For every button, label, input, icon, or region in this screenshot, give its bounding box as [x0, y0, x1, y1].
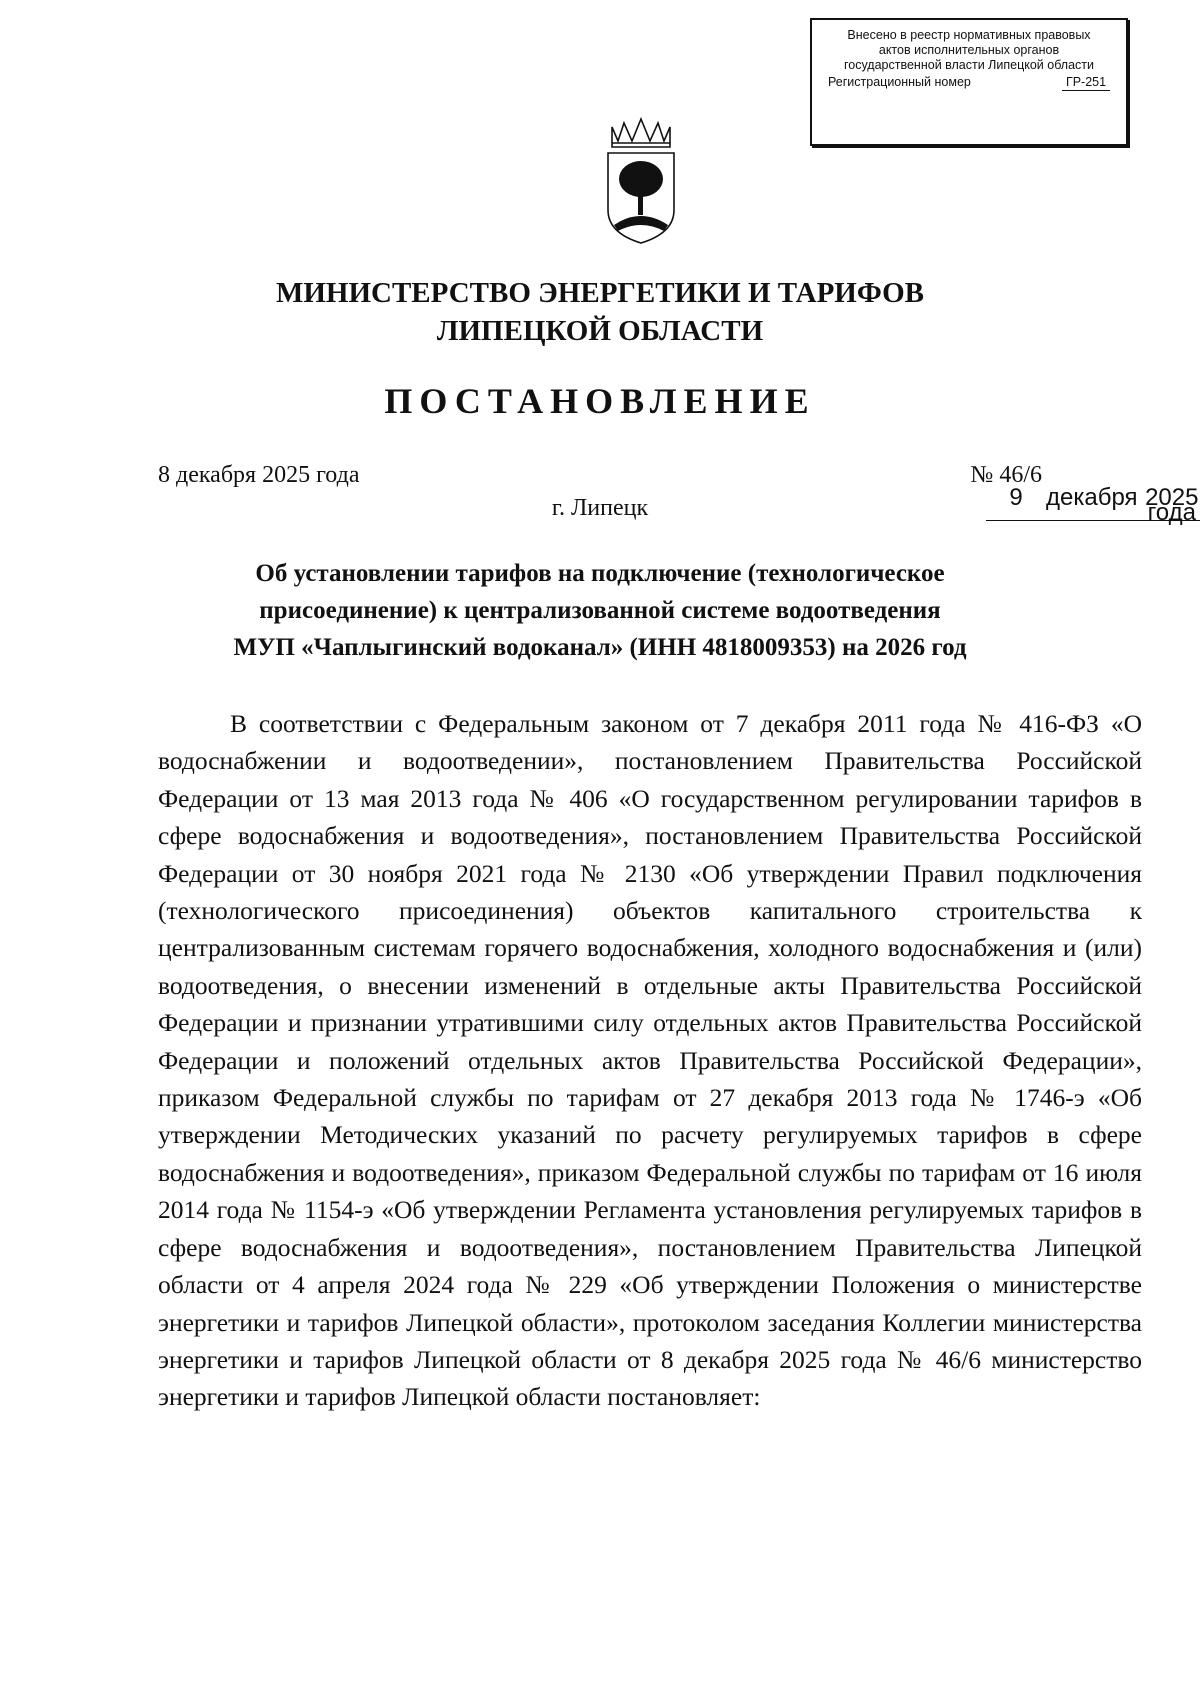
- lipetsk-coat-of-arms-icon: [600, 115, 682, 247]
- document-subject: [0, 555, 1200, 666]
- subject-line: МУП «Чаплыгинский водоканал» (ИНН 4818009353) на 2026 год: [233, 634, 967, 661]
- ministry-title-line: ЛИПЕЦКОЙ ОБЛАСТИ: [436, 315, 764, 347]
- document-city: г. Липецк: [551, 495, 649, 521]
- preamble-paragraph: В соответствии с Федеральным законом от 7 декабря 2011 года № 416-ФЗ «О водоснабжении и водоотведении», постановлением Правительства Российской Федерации от 13 мая 2013 года № 406 «О государственном регулировании тарифов в сфере водоснабжения и водоотведения», постановлением Правительства Российской Федерации от 30 ноября 2021 года № 2130 «Об утверждении Правил подключения (технологического присоединения) объектов капитального строительства к централизованным системам горячего водоснабжения, холодного водоснабжения и (или) водоотведения, о внесении изменений в отдельные акты Правительства Российской Федерации и признании утратившими силу отдельных актов Правительства Российской Федерации и положений отдельных актов Правительства Российской Федерации», приказом Федеральной службы по тарифам от 27 декабря 2013 года № 1746-э «Об утверждении Методических указаний по расчету регулируемых тарифов в сфере водоснабжения и водоотведения», приказом Федеральной службы по тарифам от 16 июля 2014 года № 1154-э «Об утверждении Регламента установления регулируемых тарифов в сфере водоснабжения и водоотведения», постановлением Правительства Липецкой области от 4 апреля 2024 года № 229 «Об утверждении Положения о министерстве энергетики и тарифов Липецкой области», протоколом заседания Коллегии министерства энергетики и тарифов Липецкой области от 8 декабря 2025 года № 46/6 министерство энергетики и тарифов Липецкой области постановляет:: [158, 709, 1142, 1412]
- stamp-month: декабря: [1046, 490, 1126, 521]
- document-number: № 46/6: [970, 462, 1042, 488]
- stamp-registration-label: Регистрационный номер: [828, 75, 971, 89]
- document-date: 8 декабря 2025 года: [158, 462, 360, 488]
- document-type: ПОСТАНОВЛЕНИЕ: [384, 381, 816, 421]
- ministry-title-line: МИНИСТЕРСТВО ЭНЕРГЕТИКИ И ТАРИФОВ: [275, 277, 925, 309]
- stamp-line: Внесено в реестр нормативных правовых: [847, 28, 1091, 42]
- stamp-year: 2025 года: [1126, 490, 1200, 521]
- subject-line: Об установлении тарифов на подключение (технологическое: [255, 560, 945, 587]
- stamp-line: актов исполнительных органов: [878, 43, 1060, 57]
- stamp-registration-row: [812, 75, 1126, 91]
- stamp-registration-number: ГР-251: [1062, 75, 1110, 91]
- subject-line: присоединение) к централизованной системе водоотведения: [259, 597, 941, 624]
- ministry-title: [0, 274, 1200, 350]
- stamp-day: 9: [986, 490, 1046, 521]
- stamp-line: государственной власти Липецкой области: [843, 58, 1095, 72]
